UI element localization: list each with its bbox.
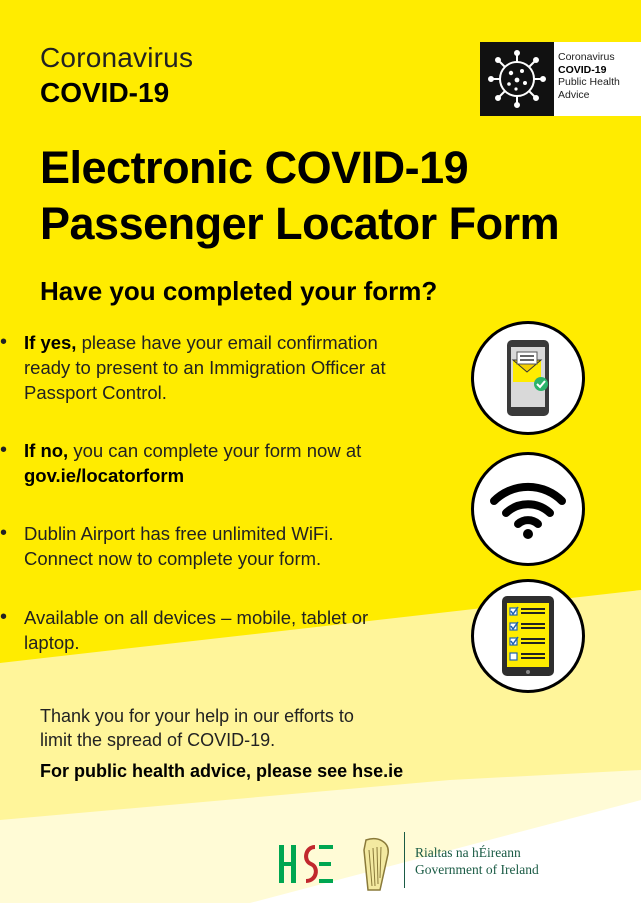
public-health-badge (480, 42, 641, 116)
pre-title-covid: COVID-19 (40, 77, 170, 108)
title-line1: Electronic COVID-19 (40, 142, 469, 193)
phone-email-confirmation-icon (471, 321, 585, 435)
bullet-text: please have your email confirmation ready to present to an Immigration Officer at Passport Control. (24, 332, 386, 403)
government-of-ireland-logo (415, 844, 539, 878)
bullet-bold: If no, (24, 440, 69, 461)
bullet-if-no (0, 438, 400, 488)
badge-line3: Public Health (558, 76, 620, 88)
badge-line2: COVID-19 (558, 63, 607, 76)
badge-line1: Coronavirus (558, 51, 615, 63)
bullet-wifi (0, 521, 400, 571)
pre-title: Coronavirus (40, 42, 194, 73)
logo-divider (404, 832, 405, 888)
coronavirus-icon (480, 42, 554, 116)
bullet-dot: • (0, 331, 8, 353)
bullet-text: you can complete your form now at (68, 440, 362, 461)
bullet-text: Dublin Airport has free unlimited WiFi. Connect now to complete your form. (24, 523, 334, 569)
harp-emblem-icon (358, 836, 394, 897)
locator-form-link[interactable]: gov.ie/locatorform (24, 465, 185, 486)
badge-line4: Advice (558, 88, 590, 101)
health-advice-text: For public health advice, please see hse.ie (40, 761, 404, 781)
bullet-bold: If yes, (24, 332, 77, 353)
subtitle: Have you completed your form? (40, 276, 438, 306)
gov-irish-text: Rialtas na hÉireann (415, 845, 521, 860)
title-line2: Passenger Locator Form (40, 198, 560, 249)
badge-text (554, 42, 641, 116)
bullet-if-yes (0, 330, 400, 405)
tablet-checklist-icon (471, 579, 585, 693)
hse-logo (279, 843, 333, 890)
bullet-devices (0, 605, 400, 655)
thank-you-text: Thank you for your help in our efforts to limit the spread of COVID-19. (40, 706, 354, 750)
wifi-icon (471, 452, 585, 566)
bullet-text: Available on all devices – mobile, tablet or laptop. (24, 607, 369, 653)
gov-english-text: Government of Ireland (415, 862, 539, 877)
bullet-dot: • (0, 606, 8, 628)
bullet-dot: • (0, 439, 8, 461)
page-title (40, 140, 559, 252)
bullet-dot: • (0, 522, 8, 544)
